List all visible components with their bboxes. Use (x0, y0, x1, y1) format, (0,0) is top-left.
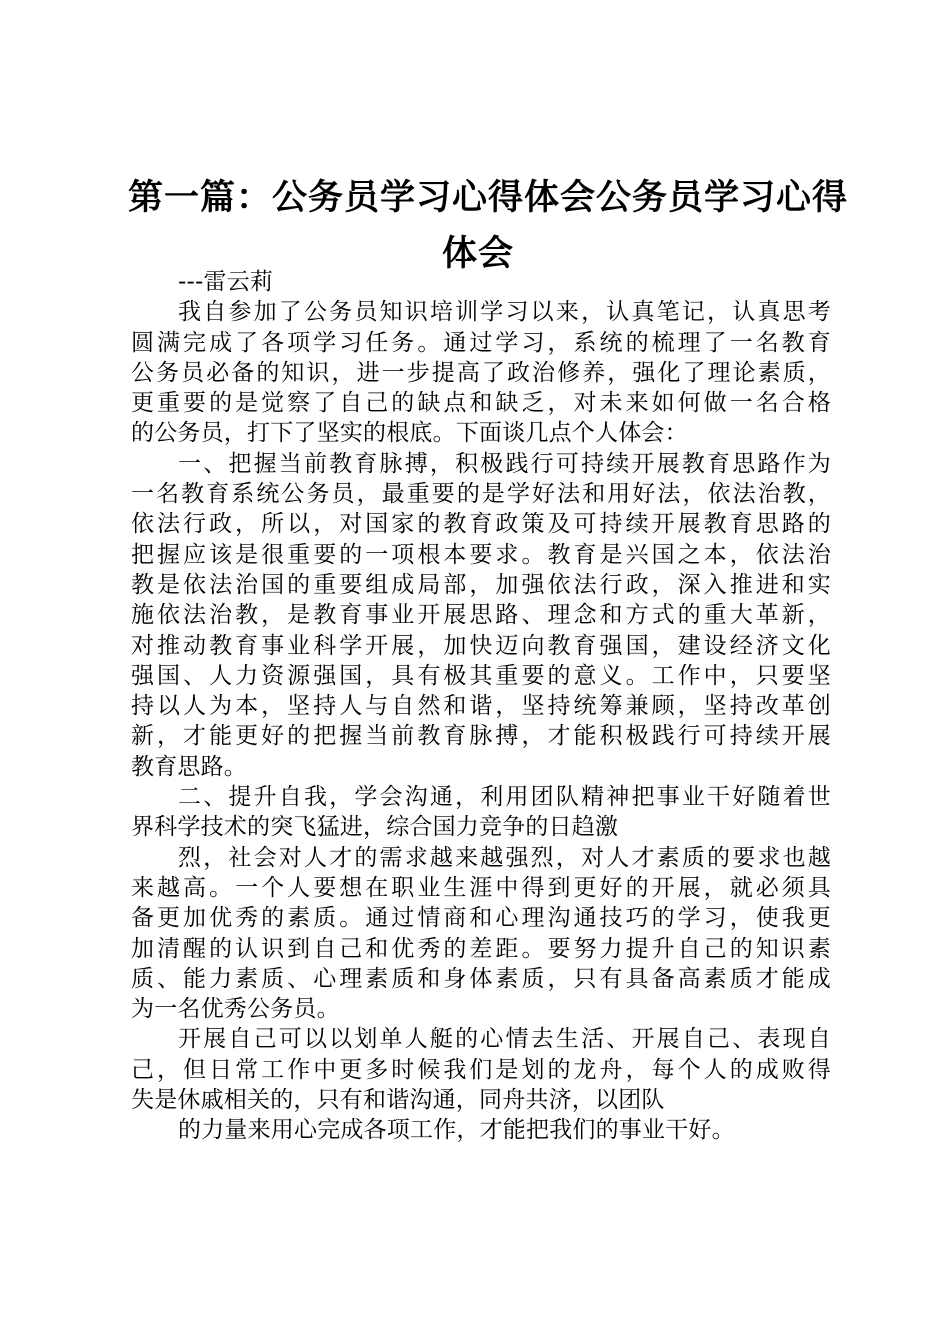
body-line: 的力量来用心完成各项工作，才能把我们的事业干好。 (178, 1117, 735, 1144)
body-line: 我自参加了公务员知识培训学习以来，认真笔记，认真思考 (178, 299, 831, 326)
section-heading-line: 一、把握当前教育脉搏，积极践行可持续开展教育思路作为 (178, 450, 831, 477)
body-line: 为一名优秀公务员。 (131, 996, 340, 1023)
body-line: 教育思路。 (131, 753, 247, 780)
body-line: 一名教育系统公务员，最重要的是学好法和用好法，依法治教， (131, 481, 831, 508)
author-line: ---雷云莉 (178, 269, 274, 295)
title-line: 体会 (441, 234, 514, 274)
body-line: 烈，社会对人才的需求越来越强烈，对人才素质的要求也越 (178, 844, 831, 871)
body-line: 开展自己可以以划单人艇的心情去生活、开展自己、表现自 (178, 1026, 831, 1053)
body-line: 界科学技术的突飞猛进，综合国力竞争的日趋激 (131, 814, 619, 841)
body-line: 把握应该是很重要的一项根本要求。教育是兴国之本，依法治 (131, 541, 831, 568)
body-line: 更重要的是觉察了自己的缺点和缺乏，对未来如何做一名合格 (131, 390, 831, 417)
body-line: 强国、人力资源强国，具有极其重要的意义。工作中，只要坚 (131, 662, 831, 689)
body-line: 依法行政，所以，对国家的教育政策及可持续开展教育思路的 (131, 511, 831, 538)
body-line: 质、能力素质、心理素质和身体素质，只有具备高素质才能成 (131, 965, 831, 992)
body-line: 的公务员，打下了坚实的根底。下面谈几点个人体会： (131, 420, 688, 447)
body-line: 施依法治教，是教育事业开展思路、理念和方式的重大革新， (131, 602, 831, 629)
document-title (128, 170, 849, 282)
body-line: 己，但日常工作中更多时候我们是划的龙舟，每个人的成败得 (131, 1056, 831, 1083)
body-line: 备更加优秀的素质。通过情商和心理沟通技巧的学习，使我更 (131, 905, 831, 932)
body-line: 公务员必备的知识，进一步提高了政治修养，强化了理论素质， (131, 359, 831, 386)
body-line: 来越高。一个人要想在职业生涯中得到更好的开展，就必须具 (131, 874, 831, 901)
body-line: 失是休戚相关的，只有和谐沟通，同舟共济，以团队 (131, 1087, 665, 1114)
body-line: 教是依法治国的重要组成局部，加强依法行政，深入推进和实 (131, 571, 831, 598)
title-line: 第一篇：公务员学习心得体会公务员学习心得 (128, 178, 849, 218)
document-body (131, 267, 831, 1146)
body-line: 圆满完成了各项学习任务。通过学习，系统的梳理了一名教育 (131, 329, 831, 356)
body-line: 新，才能更好的把握当前教育脉搏，才能积极践行可持续开展 (131, 723, 831, 750)
body-line: 加清醒的认识到自己和优秀的差距。要努力提升自己的知识素 (131, 935, 831, 962)
body-line: 持以人为本，坚持人与自然和谐，坚持统筹兼顾，坚持改革创 (131, 693, 831, 720)
body-line: 对推动教育事业科学开展，加快迈向教育强国，建设经济文化 (131, 632, 831, 659)
section-heading-line: 二、提升自我，学会沟通，利用团队精神把事业干好随着世 (178, 784, 831, 811)
